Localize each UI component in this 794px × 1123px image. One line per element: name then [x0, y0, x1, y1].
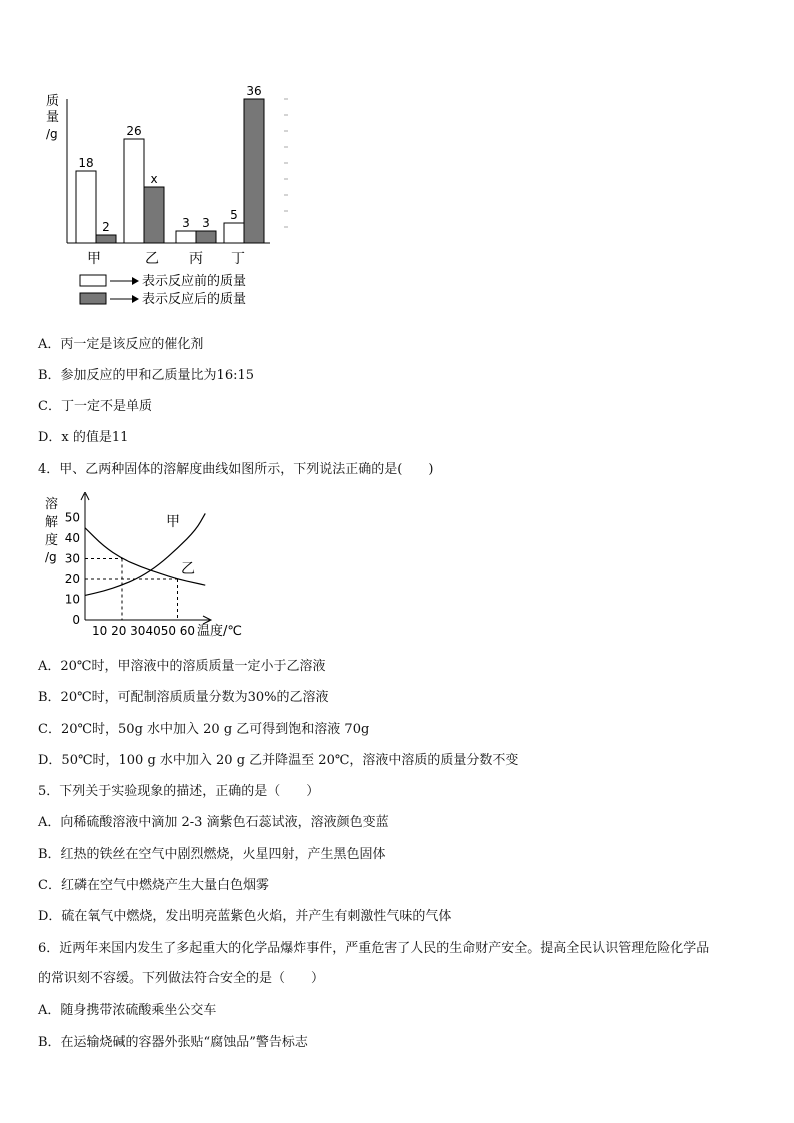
bar-ylabel-char: 质: [46, 94, 60, 109]
curve-jia: [85, 513, 205, 595]
bar: [96, 235, 116, 243]
sol-ylabel-char: 解: [45, 515, 59, 530]
legend-arrow-head: [132, 295, 139, 303]
q6-stem-line2: 的常识刻不容缓。下列做法符合安全的是（ ）: [38, 971, 325, 986]
sol-ytick-label: 30: [64, 551, 80, 566]
q6-option-a: A．随身携带浓硫酸乘坐公交车: [38, 1003, 217, 1018]
bar-value-label: 3: [202, 216, 210, 230]
sol-ytick-label: 20: [64, 572, 80, 586]
legend-label-before: 表示反应前的质量: [142, 274, 247, 289]
bar: [76, 171, 96, 243]
bar-value-label: x: [150, 172, 158, 186]
curve-jia-label: 甲: [166, 514, 180, 530]
bar-legend: [80, 273, 246, 307]
bar: [144, 187, 164, 243]
q5-option-c: C．红磷在空气中燃烧产生大量白色烟雾: [38, 878, 269, 893]
bar: [224, 223, 244, 243]
bar-chart: [40, 85, 340, 315]
q4-stem: 4．甲、乙两种固体的溶解度曲线如图所示，下列说法正确的是( ): [38, 462, 434, 477]
bar-series: [76, 85, 264, 243]
q6-stem-line1: 6．近两年来国内发生了多起重大的化学品爆炸事件，严重危害了人民的生命财产安全。提高全民认识管理危险化学品: [38, 941, 710, 956]
bar: [124, 139, 144, 243]
sol-ytick-label: 50: [64, 510, 80, 525]
q5-option-d: D．硫在氧气中燃烧，发出明亮蓝紫色火焰，并产生有刺激性气味的气体: [38, 909, 452, 924]
legend-swatch-after: [80, 293, 106, 304]
sol-ytick-label: 40: [64, 531, 80, 545]
solubility-chart: [40, 492, 260, 642]
bar: [176, 231, 196, 243]
sol-ylabel: [45, 496, 58, 564]
bar-value-label: 3: [182, 216, 190, 230]
bar: [196, 231, 216, 243]
q5-option-b: B．红热的铁丝在空气中剧烈燃烧，火星四射，产生黑色固体: [38, 847, 386, 862]
sol-guide-lines: [85, 559, 178, 621]
sol-ytick-label: 0: [72, 613, 80, 627]
bar-category-label: 丁: [231, 251, 245, 267]
bar-categories: [87, 251, 245, 267]
legend-arrow-head: [132, 277, 139, 285]
bar: [244, 99, 264, 243]
q4-option-a: A．20℃时，甲溶液中的溶质质量一定小于乙溶液: [38, 659, 326, 674]
legend-swatch-before: [80, 275, 106, 286]
sol-ytick-labels: [65, 511, 80, 628]
bar-value-label: 18: [78, 156, 94, 170]
q3-option-c: C．丁一定不是单质: [38, 399, 152, 414]
q4-option-b: B．20℃时，可配制溶质质量分数为30%的乙溶液: [38, 690, 329, 705]
bar-value-label: 26: [126, 124, 142, 138]
legend-label-after: 表示反应后的质量: [142, 292, 247, 307]
sol-ytick-label: 10: [64, 592, 80, 607]
bar-category-label: 乙: [145, 251, 159, 267]
q6-option-b: B．在运输烧碱的容器外张贴“腐蚀品”警告标志: [38, 1035, 308, 1050]
sol-xlabel: 温度/℃: [197, 624, 242, 639]
sol-ylabel-char: 溶: [45, 497, 59, 512]
bar-value-label: 2: [102, 220, 110, 234]
q4-option-c: C．20℃时，50g 水中加入 20 g 乙可得到饱和溶液 70g: [38, 722, 370, 737]
sol-xtick-labels: 10 20 304050 60: [92, 624, 196, 638]
bar-category-label: 甲: [87, 251, 101, 267]
q3-option-a: A．丙一定是该反应的催化剂: [38, 337, 204, 352]
bar-right-ticks: [284, 99, 288, 227]
sol-ylabel-char: 度: [45, 533, 59, 548]
bar-ylabel-char: 量: [46, 110, 60, 125]
bar-category-label: 丙: [189, 251, 203, 267]
bar-ylabel-char: /g: [46, 127, 58, 141]
q5-stem: 5．下列关于实验现象的描述，正确的是（ ）: [38, 784, 320, 799]
bar-chart-ylabel: [46, 94, 59, 141]
q3-option-b: B．参加反应的甲和乙质量比为16:15: [38, 368, 255, 383]
bar-value-label: 5: [230, 208, 238, 222]
q4-option-d: D．50℃时，100 g 水中加入 20 g 乙并降温至 20℃，溶液中溶质的质量分数不变: [38, 753, 519, 768]
q5-option-a: A．向稀硫酸溶液中滴加 2-3 滴紫色石蕊试液，溶液颜色变蓝: [38, 815, 389, 830]
curve-yi-label: 乙: [181, 561, 195, 577]
q3-option-d: D．x 的值是11: [38, 430, 129, 445]
bar-value-label: 36: [246, 85, 262, 98]
sol-ylabel-char: /g: [45, 550, 57, 564]
